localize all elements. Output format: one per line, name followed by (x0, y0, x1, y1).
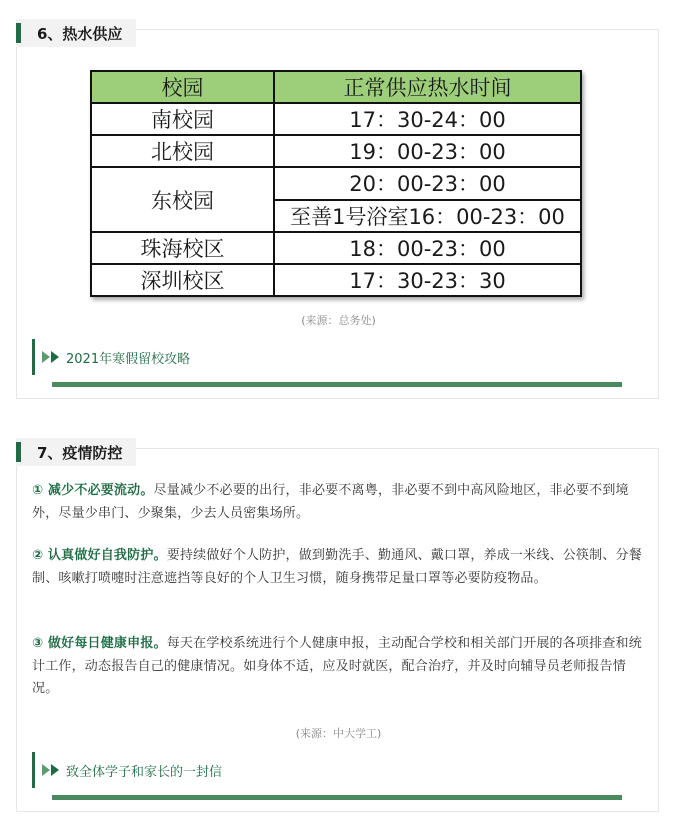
divider (52, 382, 622, 387)
table-row (91, 167, 581, 199)
source-note: (来源：中大学工) (295, 727, 382, 740)
campus-cell: 北校园 (91, 135, 274, 167)
related-link[interactable] (32, 752, 222, 788)
table-row (91, 232, 581, 264)
source-note: (来源：总务处) (301, 314, 376, 327)
campus-cell: 南校园 (91, 103, 274, 135)
section-7-title: 7、疫情防控 (37, 443, 123, 462)
double-arrow-icon (42, 351, 60, 363)
section-7-header (16, 438, 136, 466)
table-row (91, 103, 581, 135)
time-cell: 17：30-24：00 (274, 103, 581, 135)
link-marker (32, 339, 35, 375)
table-header-time: 正常供应热水时间 (274, 71, 581, 103)
prevention-item (32, 480, 644, 525)
campus-cell: 深圳校区 (91, 264, 274, 296)
hot-water-table-image (90, 70, 582, 297)
time-cell: 至善1号浴室16：00-23：00 (274, 200, 581, 232)
time-cell: 20：00-23：00 (274, 167, 581, 199)
table-header-campus: 校园 (91, 71, 274, 103)
time-cell: 17：30-23：30 (274, 264, 581, 296)
item-text: 要持续做好个人防护，做到勤洗手、勤通风、戴口罩，养成一米线、公筷制、分餐制、咳嗽打喷嚏时注意遮挡等良好的个人卫生习惯，随身携带足量口罩等必要防疫物品。 (32, 548, 642, 586)
hot-water-table (90, 70, 582, 297)
section-marker (16, 442, 21, 462)
double-arrow-icon (42, 764, 60, 776)
item-heading: ② 认真做好自我防护。 (32, 548, 167, 563)
section-marker (16, 23, 21, 43)
campus-cell: 东校园 (91, 167, 274, 231)
section-6-header (16, 19, 136, 47)
item-heading: ① 减少不必要流动。 (32, 483, 154, 498)
divider (52, 795, 622, 800)
related-link[interactable] (32, 339, 190, 375)
item-text: 尽量减少不必要的出行，非必要不离粤，非必要不到中高风险地区，非必要不到境外，尽量少串门、少聚集，少去人员密集场所。 (32, 483, 629, 521)
section-6-title: 6、热水供应 (37, 24, 123, 43)
table-row (91, 264, 581, 296)
prevention-item (32, 545, 644, 590)
related-link-text[interactable]: 2021年寒假留校攻略 (66, 351, 191, 367)
item-heading: ③ 做好每日健康申报。 (32, 636, 167, 651)
related-link-text[interactable]: 致全体学子和家长的一封信 (66, 764, 223, 780)
item-text: 每天在学校系统进行个人健康申报，主动配合学校和相关部门开展的各项排查和统计工作，动态报告自己的健康情况。如身体不适，应及时就医，配合治疗，并及时向辅导员老师报告情况。 (32, 636, 642, 696)
campus-cell: 珠海校区 (91, 232, 274, 264)
link-marker (32, 752, 35, 788)
prevention-item (32, 633, 644, 701)
time-cell: 19：00-23：00 (274, 135, 581, 167)
time-cell: 18：00-23：00 (274, 232, 581, 264)
table-row (91, 135, 581, 167)
